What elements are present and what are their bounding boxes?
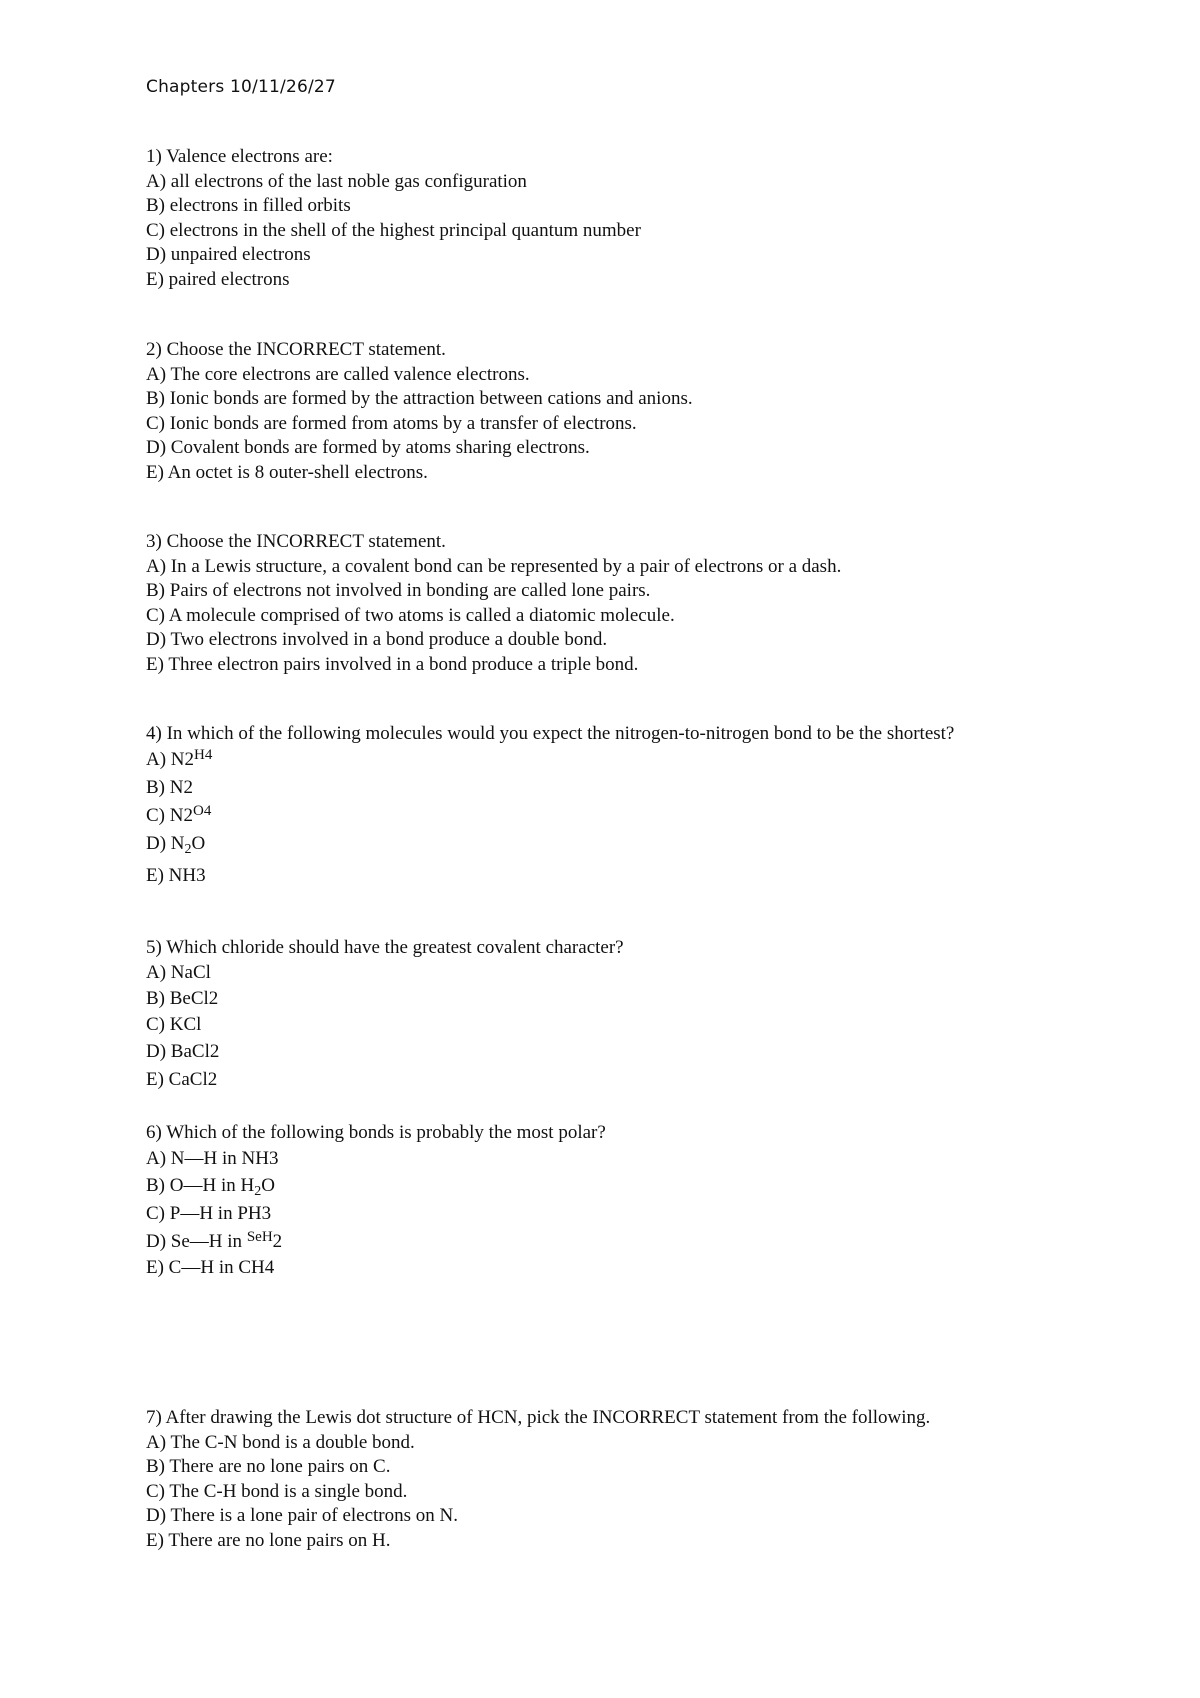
option-b: B) There are no lone pairs on C.: [146, 1456, 391, 1477]
option-d: D) BaCl2: [146, 1040, 220, 1062]
option-d-text: D) N: [146, 833, 185, 854]
option-b: B) BeCl2: [146, 988, 219, 1009]
question-stem: 5) Which chloride should have the greatest covalent character?: [146, 937, 624, 958]
question-3: [146, 530, 1106, 677]
option-e: E) There are no lone pairs on H.: [146, 1529, 391, 1551]
question-stem: 4) In which of the following molecules would you expect the nitrogen-to-nitrogen bond to be the shortest?: [146, 723, 955, 744]
option-e: E) paired electrons: [146, 268, 290, 290]
option-b-text: B) O—H in H: [146, 1174, 255, 1196]
option-a: A) In a Lewis structure, a covalent bond can be represented by a pair of electrons or a dash.: [146, 555, 842, 577]
question-4: [146, 722, 1106, 890]
option-d: [146, 1228, 1106, 1256]
option-d: D) Covalent bonds are formed by atoms sharing electrons.: [146, 437, 590, 458]
option-a: A) N—H in NH3: [146, 1148, 279, 1169]
question-stem: 2) Choose the INCORRECT statement.: [146, 339, 446, 360]
option-b: B) N2: [146, 777, 193, 798]
option-d-formula: SeH: [246, 1228, 273, 1245]
option-a: A) all electrons of the last noble gas configuration: [146, 170, 527, 192]
option-a-formula-tail: H4: [194, 747, 213, 763]
option-d-suffix: O: [191, 833, 206, 854]
option-b-suffix: O: [261, 1174, 275, 1196]
question-2: [146, 338, 1106, 485]
option-c-text: C) N2: [146, 805, 193, 826]
option-c-formula-tail: O4: [192, 803, 212, 819]
option-a: A) The C-N bond is a double bond.: [146, 1431, 415, 1453]
option-c: C) electrons in the shell of the highest principal quantum number: [146, 219, 641, 241]
option-d: D) There is a lone pair of electrons on N.: [146, 1505, 458, 1526]
option-e: E) Three electron pairs involved in a bond produce a triple bond.: [146, 653, 639, 675]
option-e: E) NH3: [146, 865, 206, 886]
option-c: C) P—H in PH3: [146, 1202, 272, 1224]
option-a: A) The core electrons are called valence electrons.: [146, 363, 530, 385]
option-b-subscript: 2: [254, 1183, 262, 1199]
question-stem: 1) Valence electrons are:: [146, 146, 333, 167]
option-c: [146, 802, 1106, 830]
option-b: B) Pairs of electrons not involved in bonding are called lone pairs.: [146, 580, 651, 601]
question-stem: 3) Choose the INCORRECT statement.: [146, 531, 446, 552]
question-6: [146, 1119, 1106, 1280]
option-b: B) Ionic bonds are formed by the attraction between cations and anions.: [146, 388, 693, 409]
option-d: D) Two electrons involved in a bond produce a double bond.: [146, 629, 608, 650]
option-d-subscript: 2: [272, 1230, 283, 1252]
question-stem: 7) After drawing the Lewis dot structure of HCN, pick the INCORRECT statement from the following.: [146, 1407, 931, 1428]
option-c: C) KCl: [146, 1014, 202, 1035]
option-c: C) A molecule comprised of two atoms is called a diatomic molecule.: [146, 604, 675, 626]
option-e: E) C—H in CH4: [146, 1256, 275, 1278]
option-a-text: A) N2: [146, 749, 195, 770]
option-b: B) electrons in filled orbits: [146, 195, 351, 216]
question-stem: 6) Which of the following bonds is probably the most polar?: [146, 1122, 606, 1143]
option-d-text: D) Se—H in: [146, 1230, 247, 1252]
option-c: C) Ionic bonds are formed from atoms by a transfer of electrons.: [146, 412, 637, 434]
option-e: E) An octet is 8 outer-shell electrons.: [146, 461, 428, 483]
option-d: [146, 830, 1106, 858]
question-1: [146, 145, 1106, 292]
option-d: D) unpaired electrons: [146, 244, 311, 265]
option-d-subscript: 2: [184, 842, 192, 857]
option-c: C) The C-H bond is a single bond.: [146, 1480, 408, 1502]
option-a: A) NaCl: [146, 961, 211, 983]
option-b: [146, 1172, 1106, 1200]
question-5: [146, 936, 1106, 1094]
document-header: Chapters 10/11/26/27: [146, 77, 336, 97]
option-e: E) CaCl2: [146, 1068, 218, 1090]
option-a: [146, 746, 1106, 774]
question-7: [146, 1406, 1106, 1553]
